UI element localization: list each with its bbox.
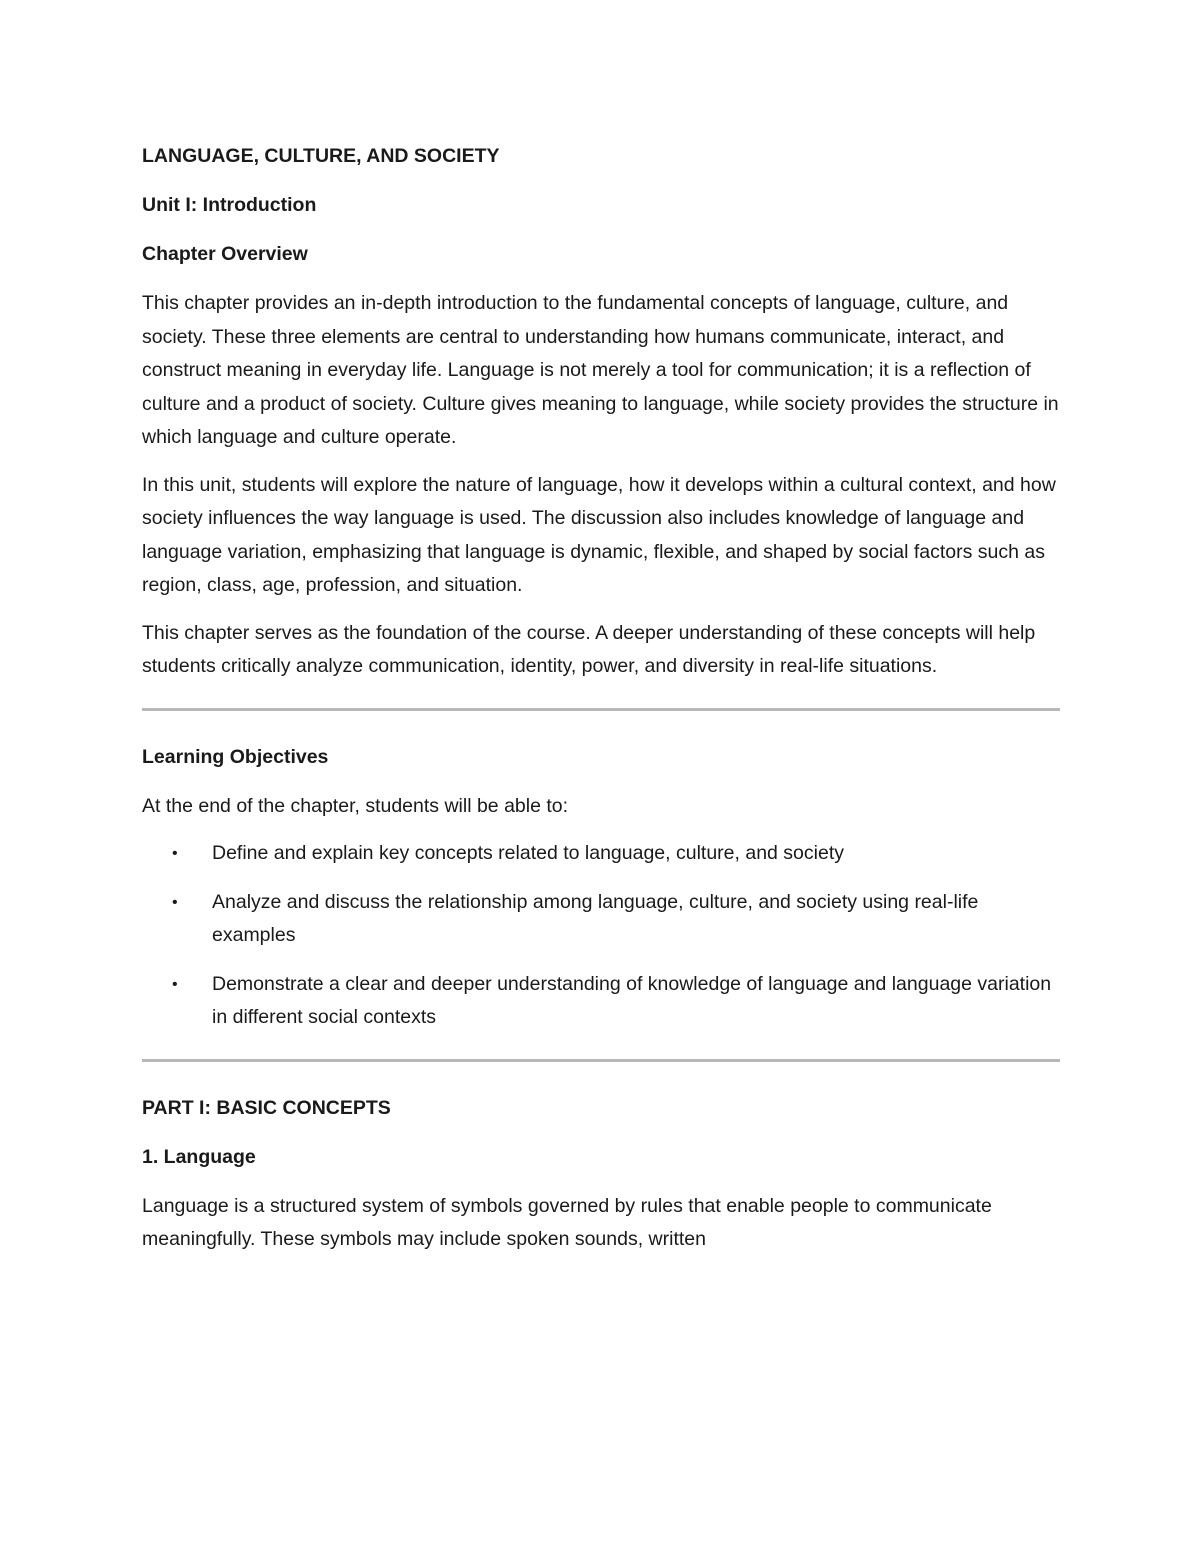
document-page <box>142 140 1060 1271</box>
unit-title: Unit I: Introduction <box>142 194 317 216</box>
section-divider <box>142 1059 1060 1062</box>
objectives-list <box>142 837 1060 1035</box>
objective-text: Demonstrate a clear and deeper understanding of knowledge of language and language variation in different social contexts <box>212 972 1052 1028</box>
language-subheading: 1. Language <box>142 1145 256 1168</box>
objective-text: Define and explain key concepts related to language, culture, and society <box>212 842 844 864</box>
document-title: LANGUAGE, CULTURE, AND SOCIETY <box>142 145 500 167</box>
bullet-icon: • <box>172 975 178 993</box>
objectives-intro: At the end of the chapter, students will be able to: <box>142 794 569 817</box>
objective-item <box>142 837 1060 871</box>
learning-objectives-heading: Learning Objectives <box>142 745 329 768</box>
bullet-icon: • <box>172 845 178 862</box>
overview-paragraph-3: This chapter serves as the foundation of the course. A deeper understanding of these concepts will help students critically analyze communication, identity, power, and diversity in real-life situations. <box>142 621 1036 677</box>
objective-item <box>142 968 1060 1035</box>
part-heading: PART I: BASIC CONCEPTS <box>142 1096 391 1119</box>
bullet-icon: • <box>172 893 178 911</box>
overview-paragraph-1: This chapter provides an in-depth introduction to the fundamental concepts of language, culture, and society. These three elements are central to understanding how humans communicate, interact, and construct meaning in everyday life. Language is not merely a tool for communication; it is a reflection of culture and a product of society. Culture gives meaning to language, while society provides the structure in which language and culture operate. <box>142 292 1059 448</box>
language-paragraph: Language is a structured system of symbols governed by rules that enable people to communicate meaningfully. These symbols may include spoken sounds, written <box>142 1194 992 1250</box>
section-divider <box>142 708 1060 711</box>
objective-text: Analyze and discuss the relationship among language, culture, and society using real-life examples <box>212 890 979 946</box>
objective-item <box>142 886 1060 953</box>
chapter-overview-heading: Chapter Overview <box>142 243 308 265</box>
overview-paragraph-2: In this unit, students will explore the nature of language, how it develops within a cultural context, and how society influences the way language is used. The discussion also includes knowledge of language and language variation, emphasizing that language is dynamic, flexible, and shaped by social factors such as region, class, age, profession, and situation. <box>142 473 1056 596</box>
